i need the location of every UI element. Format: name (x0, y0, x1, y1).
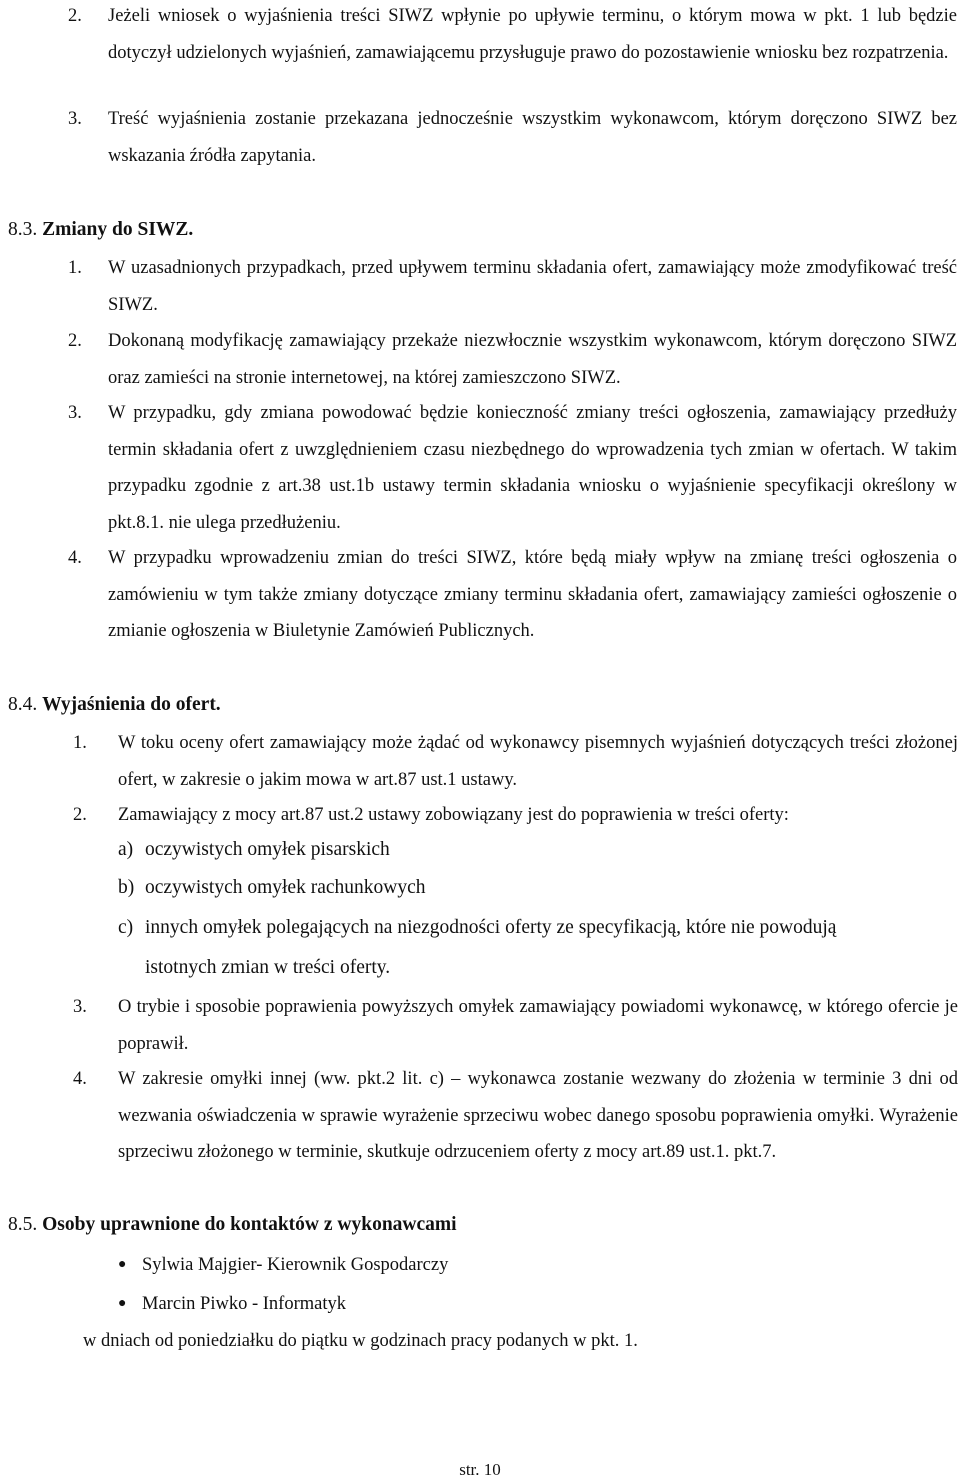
item-text: Jeżeli wniosek o wyjaśnienia treści SIWZ wpłynie po upływie terminu, o którym mowa w pkt. 1 lub będzie dotyczył udzielonych wyjaśnień, zamawiającemu przysługuje prawo do pozostawienie wniosku bez rozpatrzenia. (108, 6, 957, 63)
sub-letter: c) (118, 917, 134, 938)
contact-item (118, 1289, 346, 1319)
bullet-icon: ● (118, 1296, 127, 1311)
item-number: 1. (68, 258, 82, 278)
section-number: 8.3. (8, 219, 38, 240)
contact-note: w dniach od poniedziałku do piątku w godzinach pracy podanych w pkt. 1. (83, 1331, 638, 1351)
item-number: 2. (68, 331, 82, 351)
contact-item (118, 1250, 448, 1280)
sub-list-item (118, 830, 390, 870)
sub-letter: b) (118, 877, 135, 898)
sub-letter: a) (118, 839, 134, 860)
item-number: 4. (68, 548, 82, 568)
item-text: Dokonaną modyfikację zamawiający przekaże niezwłocznie wszystkim wykonawcom, którym doręczono SIWZ oraz zamieści na stronie internetowej, na której zamieszczono SIWZ. (108, 331, 957, 388)
item-text: O trybie i sposobie poprawienia powyższych omyłek zamawiający powiadomi wykonawcę, w którego ofercie je poprawił. (118, 997, 958, 1054)
list-item (73, 989, 958, 1062)
list-item (73, 1061, 958, 1171)
item-number: 3. (73, 997, 87, 1017)
item-text: Treść wyjaśnienia zostanie przekazana jednocześnie wszystkim wykonawcom, którym doręczono SIWZ bez wskazania źródła zapytania. (108, 109, 957, 166)
section-number: 8.4. (8, 694, 38, 715)
section-title: Osoby uprawnione do kontaktów z wykonawcami (42, 1214, 457, 1235)
list-item (68, 0, 957, 71)
list-item (68, 540, 957, 650)
item-number: 1. (73, 733, 87, 753)
item-text: W przypadku, gdy zmiana powodować będzie konieczność zmiany treści ogłoszenia, zamawiający przedłuży termin składania ofert z uwzględnieniem czasu niezbędnego do wprowadzenia tych zmian w ofertach. W takim przypadku zgodnie z art.38 ust.1b ustawy termin składania wniosku o wyjaśnienie specyfikacji określony w pkt.8.1. nie ulega przedłużeniu. (108, 403, 957, 533)
section-title: Zmiany do SIWZ. (42, 219, 194, 240)
page-number: str. 10 (459, 1460, 501, 1479)
section-number: 8.5. (8, 1214, 38, 1235)
sub-list-item (118, 908, 898, 988)
list-item (68, 101, 957, 174)
item-text: W przypadku wprowadzeniu zmian do treści SIWZ, które będą miały wpływ na zmianę treści ogłoszenia o zamówieniu w tym także zmiany dotyczące zmiany terminu składania ofert, zamawiający zamieści ogłoszenie o zmianie ogłoszenia w Biuletynie Zamówień Publicznych. (108, 548, 957, 641)
section-title: Wyjaśnienia do ofert. (42, 694, 221, 715)
item-text: W zakresie omyłki innej (ww. pkt.2 lit. c) – wykonawca zostanie wezwany do złożenia w terminie 3 dni od wezwania oświadczenia w sprawie wyrażenie sprzeciwu wobec danego sposobu poprawienia omyłki. Wyrażenie sprzeciwu złożonego w terminie, skutkuje odrzuceniem oferty z mocy art.89 ust.1. pkt.7. (118, 1069, 958, 1162)
sub-list-item (118, 868, 426, 908)
item-number: 2. (68, 6, 82, 26)
section-heading-8-3 (8, 215, 193, 245)
list-item (73, 797, 958, 834)
section-heading-8-5 (8, 1210, 457, 1240)
item-text: Zamawiający z mocy art.87 ust.2 ustawy zobowiązany jest do poprawienia w treści oferty: (118, 805, 789, 825)
item-number: 4. (73, 1069, 87, 1089)
list-item (68, 395, 957, 541)
list-item (68, 323, 957, 396)
list-item (73, 725, 958, 798)
sub-text: oczywistych omyłek pisarskich (145, 839, 390, 860)
sub-text: oczywistych omyłek rachunkowych (145, 877, 426, 898)
list-item (68, 250, 957, 323)
item-text: W uzasadnionych przypadkach, przed upływem terminu składania ofert, zamawiający może zmodyfikować treść SIWZ. (108, 258, 957, 315)
contact-text: Marcin Piwko - Informatyk (142, 1294, 346, 1314)
sub-text: innych omyłek polegających na niezgodności oferty ze specyfikacją, które nie powodują istotnych zmian w treści oferty. (145, 917, 837, 978)
bullet-icon: ● (118, 1257, 127, 1272)
contact-text: Sylwia Majgier- Kierownik Gospodarczy (142, 1255, 449, 1275)
item-text: W toku oceny ofert zamawiający może żądać od wykonawcy pisemnych wyjaśnień dotyczących treści złożonej ofert, w zakresie o jakim mowa w art.87 ust.1 ustawy. (118, 733, 958, 790)
section-heading-8-4 (8, 690, 221, 720)
item-number: 3. (68, 109, 82, 129)
item-number: 2. (73, 805, 87, 825)
item-number: 3. (68, 403, 82, 423)
